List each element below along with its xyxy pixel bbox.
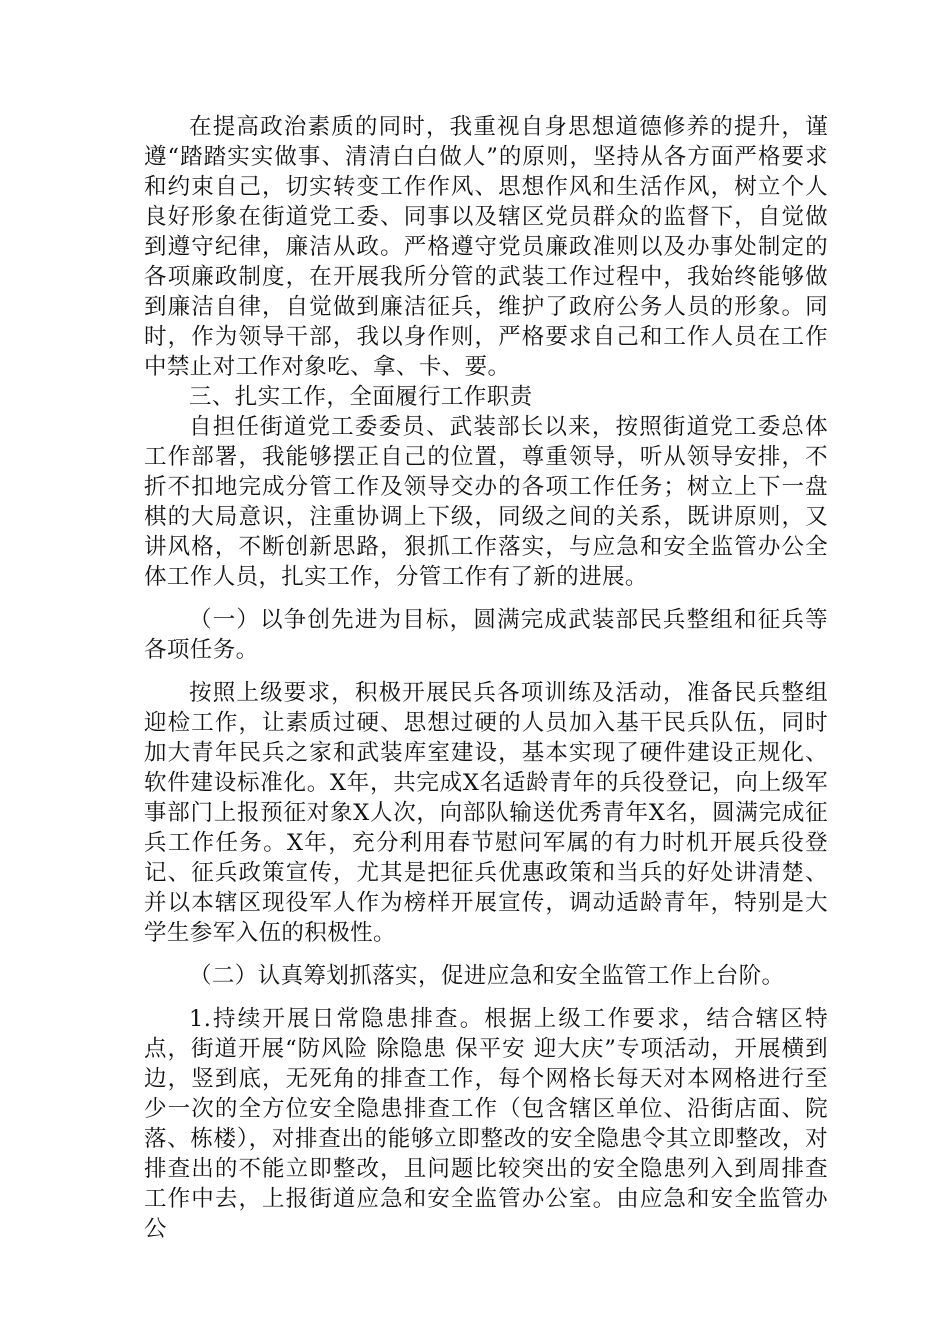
- paragraph-integrity: 在提高政治素质的同时，我重视自身思想道德修养的提升，谨遵“踏踏实实做事、清清白白做人”的原则，坚持从各方面严格要求和约束自己，切实转变工作作风、思想作风和生活作风，树立个人良好形象在街道党工委、同事以及辖区党员群众的监督下，自觉做到遵守纪律，廉洁从政。严格遵守党员廉政准则以及办事处制定的各项廉政制度，在开展我所分管的武装工作过程中，我始终能够做到廉洁自律，自觉做到廉洁征兵，维护了政府公务人员的形象。同时，作为领导干部，我以身作则，严格要求自己和工作人员在工作中禁止对工作对象吃、拿、卡、要。: [144, 114, 828, 380]
- paragraph-hazard-check: 1.持续开展日常隐患排查。根据上级工作要求，结合辖区特点，街道开展“防风险 除隐患 保平安 迎大庆”专项活动，开展横到边，竖到底，无死角的排查工作，每个网格长每天对本网格进行至少一次的全方位安全隐患排查工作（包含辖区单位、沿街店面、院落、栋楼），对排查出的能够立即整改的安全隐患令其立即整改，对排查出的不能立即整改，且问题比较突出的安全隐患列入到周排查工作中去，上报街道应急和安全监管办公室。由应急和安全监管办公: [144, 1006, 828, 1242]
- paragraph-duties: 自担任街道党工委委员、武装部长以来，按照街道党工委总体工作部署，我能够摆正自己的位置，尊重领导，听从领导安排，不折不扣地完成分管工作及领导交办的各项工作任务；树立上下一盘棋的大局意识，注重协调上下级，同级之间的关系，既讲原则，又讲风格，不断创新思路，狠抓工作落实，与应急和安全监管办公全体工作人员，扎实工作，分管工作有了新的进展。: [144, 414, 828, 590]
- section-heading-three: 三、扎实工作，全面履行工作职责: [189, 384, 533, 410]
- subheading-two: （二）认真筹划抓落实，促进应急和安全监管工作上台阶。: [189, 963, 785, 989]
- paragraph-militia: 按照上级要求，积极开展民兵各项训练及活动，准备民兵整组迎检工作，让素质过硬、思想过硬的人员加入基干民兵队伍，同时加大青年民兵之家和武装库室建设，基本实现了硬件建设正规化、软件建设标准化。X年，共完成X名适龄青年的兵役登记，向上级军事部门上报预征对象X人次，向部队输送优秀青年X名，圆满完成征兵工作任务。X年，充分利用春节慰问军属的有力时机开展兵役登记、征兵政策宣传，尤其是把征兵优惠政策和当兵的好处讲清楚、并以本辖区现役军人作为榜样开展宣传，调动适龄青年，特别是大学生参军入伍的积极性。: [144, 680, 828, 946]
- subheading-one: （一）以争创先进为目标，圆满完成武装部民兵整组和征兵等各项任务。: [144, 607, 828, 663]
- document-body: [144, 112, 828, 1244]
